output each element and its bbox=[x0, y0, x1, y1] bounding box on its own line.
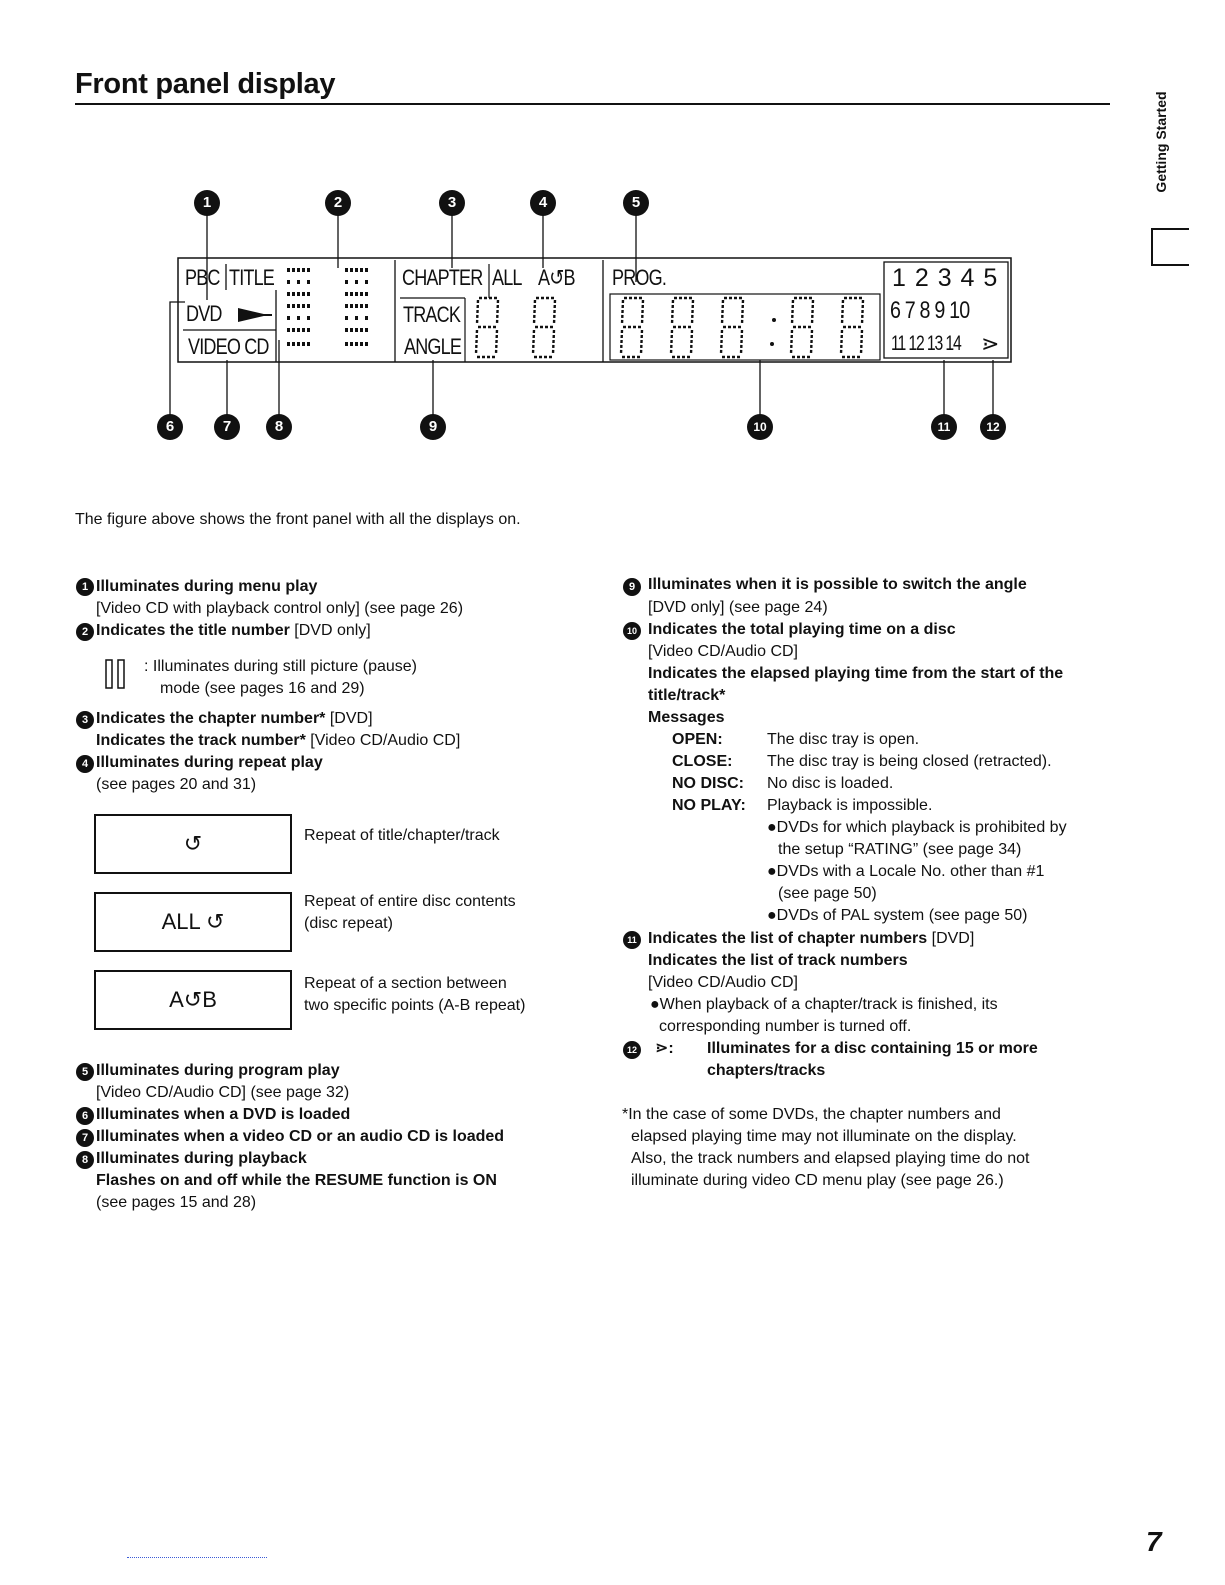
item-9-marker: 9 bbox=[623, 578, 641, 596]
footnote-line-1: *In the case of some DVDs, the chapter numbers and bbox=[622, 1106, 1001, 1123]
repeat-desc-single: Repeat of title/chapter/track bbox=[304, 827, 500, 844]
item-3-tail-2: [Video CD/Audio CD] bbox=[310, 732, 461, 749]
item-10-heading-2b: title/track* bbox=[648, 687, 726, 704]
footnote-line-4: illuminate during video CD menu play (see page 26.) bbox=[631, 1172, 1004, 1189]
callout-6: 6 bbox=[157, 414, 183, 440]
item-12-marker: 12 bbox=[623, 1041, 641, 1059]
callout-7: 7 bbox=[214, 414, 240, 440]
item-12-heading-2: chapters/tracks bbox=[707, 1062, 826, 1079]
callout-3: 3 bbox=[439, 190, 465, 216]
callout-11: 11 bbox=[931, 414, 957, 440]
message-noplay-value: Playback is impossible. bbox=[767, 797, 933, 814]
item-1-heading: Illuminates during menu play bbox=[96, 578, 318, 595]
front-panel-diagram bbox=[0, 0, 1225, 470]
repeat-box-single: ↺ bbox=[94, 814, 292, 874]
callout-5: 5 bbox=[623, 190, 649, 216]
item-12-heading-1: Illuminates for a disc containing 15 or more bbox=[707, 1040, 1038, 1057]
item-11-note-2: corresponding number is turned off. bbox=[659, 1018, 912, 1035]
lcd-all: ALL bbox=[492, 265, 522, 290]
lcd-chapter: CHAPTER bbox=[402, 265, 483, 290]
item-11-marker: 11 bbox=[623, 931, 641, 949]
repeat-desc-all-1: Repeat of entire disc contents bbox=[304, 893, 516, 910]
item-3-line-1 bbox=[96, 708, 373, 730]
item-2-note-1: : Illuminates during still picture (pause) bbox=[144, 658, 418, 675]
repeat-desc-all-2: (disc repeat) bbox=[304, 915, 393, 932]
segment-digits bbox=[0, 0, 1225, 470]
item-2-heading-line bbox=[96, 620, 371, 642]
side-tab-label: Getting Started bbox=[1153, 91, 1169, 193]
item-11-note-1: ●When playback of a chapter/track is finished, its bbox=[650, 996, 998, 1013]
item-3-marker: 3 bbox=[76, 711, 94, 729]
item-2-marker: 2 bbox=[76, 623, 94, 641]
item-9-heading: Illuminates when it is possible to switch the angle bbox=[648, 576, 1027, 593]
message-close-value: The disc tray is being closed (retracted). bbox=[767, 753, 1052, 770]
item-9-detail: [DVD only] (see page 24) bbox=[648, 599, 828, 616]
lcd-ab: A↺B bbox=[538, 265, 575, 290]
item-1-detail: [Video CD with playback control only] (see page 26) bbox=[96, 600, 464, 617]
item-3-heading: Indicates the chapter number* bbox=[96, 710, 326, 727]
callout-4: 4 bbox=[530, 190, 556, 216]
pause-indicator-icon bbox=[104, 656, 130, 692]
item-11-heading-2: Indicates the list of track numbers bbox=[648, 952, 908, 969]
item-3-line-2 bbox=[96, 730, 460, 752]
page-title: Front panel display bbox=[75, 68, 336, 100]
item-4-heading: Illuminates during repeat play bbox=[96, 754, 323, 771]
callout-2: 2 bbox=[325, 190, 351, 216]
item-8-detail: (see pages 15 and 28) bbox=[96, 1194, 257, 1211]
messages-label: Messages bbox=[648, 709, 725, 726]
lcd-angle: ANGLE bbox=[404, 334, 462, 359]
message-noplay-key: NO PLAY: bbox=[672, 797, 746, 814]
item-2-heading: Indicates the title number bbox=[96, 622, 290, 639]
noplay-reason-1b: the setup “RATING” (see page 34) bbox=[778, 841, 1022, 858]
lcd-video-cd: VIDEO CD bbox=[188, 334, 269, 359]
item-10-heading: Indicates the total playing time on a disc bbox=[648, 621, 956, 638]
item-8-marker: 8 bbox=[76, 1151, 94, 1169]
lcd-pbc: PBC bbox=[185, 265, 220, 290]
noplay-reason-2b: (see page 50) bbox=[778, 885, 877, 902]
item-6-marker: 6 bbox=[76, 1107, 94, 1125]
item-5-marker: 5 bbox=[76, 1063, 94, 1081]
more-chapters-icon: ⋗ bbox=[981, 331, 1000, 356]
callout-8: 8 bbox=[266, 414, 292, 440]
item-4-marker: 4 bbox=[76, 755, 94, 773]
footnote-line-3: Also, the track numbers and elapsed playing time do not bbox=[631, 1150, 1030, 1167]
item-8-heading: Illuminates during playback bbox=[96, 1150, 307, 1167]
item-12-symbol: ⋗: bbox=[655, 1040, 674, 1057]
item-11-tail: [DVD] bbox=[931, 930, 975, 947]
lcd-numbers-row-1: 1 2 3 4 5 bbox=[892, 264, 999, 292]
item-2-tail: [DVD only] bbox=[294, 622, 371, 639]
item-10-marker: 10 bbox=[623, 622, 641, 640]
item-5-detail: [Video CD/Audio CD] (see page 32) bbox=[96, 1084, 350, 1101]
repeat-box-ab: A↺B bbox=[94, 970, 292, 1030]
lcd-prog: PROG. bbox=[612, 265, 667, 290]
noplay-reason-1: ●DVDs for which playback is prohibited by bbox=[767, 819, 1067, 836]
page-number: 7 bbox=[1146, 1526, 1162, 1557]
footer-dotted-line bbox=[127, 1557, 267, 1559]
item-7-marker: 7 bbox=[76, 1129, 94, 1147]
noplay-reason-2: ●DVDs with a Locale No. other than #1 bbox=[767, 863, 1045, 880]
item-5-heading: Illuminates during program play bbox=[96, 1062, 340, 1079]
item-11-heading: Indicates the list of chapter numbers bbox=[648, 930, 928, 947]
item-10-heading-2a: Indicates the elapsed playing time from the start of the bbox=[648, 665, 1064, 682]
item-6-heading: Illuminates when a DVD is loaded bbox=[96, 1106, 351, 1123]
callout-12: 12 bbox=[980, 414, 1006, 440]
callout-1: 1 bbox=[194, 190, 220, 216]
message-close-key: CLOSE: bbox=[672, 753, 733, 770]
item-2-note-2: mode (see pages 16 and 29) bbox=[160, 680, 365, 697]
item-1-marker: 1 bbox=[76, 578, 94, 596]
item-11-line-1 bbox=[648, 928, 974, 950]
item-3-heading-2: Indicates the track number* bbox=[96, 732, 306, 749]
repeat-desc-ab-2: two specific points (A-B repeat) bbox=[304, 997, 526, 1014]
lcd-track: TRACK bbox=[403, 302, 461, 327]
item-8-heading-2: Flashes on and off while the RESUME function is ON bbox=[96, 1172, 497, 1189]
lcd-numbers-row-2: 6 7 8 9 10 bbox=[890, 297, 970, 324]
message-open-key: OPEN: bbox=[672, 731, 723, 748]
item-11-detail: [Video CD/Audio CD] bbox=[648, 974, 798, 991]
lcd-title: TITLE bbox=[229, 265, 275, 290]
lcd-numbers-row-3: 11 12 13 14 bbox=[891, 332, 961, 355]
repeat-desc-ab-1: Repeat of a section between bbox=[304, 975, 507, 992]
intro-text: The figure above shows the front panel with all the displays on. bbox=[75, 511, 521, 528]
repeat-box-all: ALL ↺ bbox=[94, 892, 292, 952]
item-3-tail: [DVD] bbox=[329, 710, 373, 727]
message-nodisc-value: No disc is loaded. bbox=[767, 775, 894, 792]
noplay-reason-3: ●DVDs of PAL system (see page 50) bbox=[767, 907, 1028, 924]
footnote-line-2: elapsed playing time may not illuminate on the display. bbox=[631, 1128, 1017, 1145]
item-10-detail: [Video CD/Audio CD] bbox=[648, 643, 798, 660]
callout-10: 10 bbox=[747, 414, 773, 440]
message-nodisc-key: NO DISC: bbox=[672, 775, 744, 792]
callout-9: 9 bbox=[420, 414, 446, 440]
lcd-dvd: DVD bbox=[186, 301, 222, 326]
item-4-detail: (see pages 20 and 31) bbox=[96, 776, 257, 793]
message-open-value: The disc tray is open. bbox=[767, 731, 920, 748]
item-7-heading: Illuminates when a video CD or an audio CD is loaded bbox=[96, 1128, 505, 1145]
